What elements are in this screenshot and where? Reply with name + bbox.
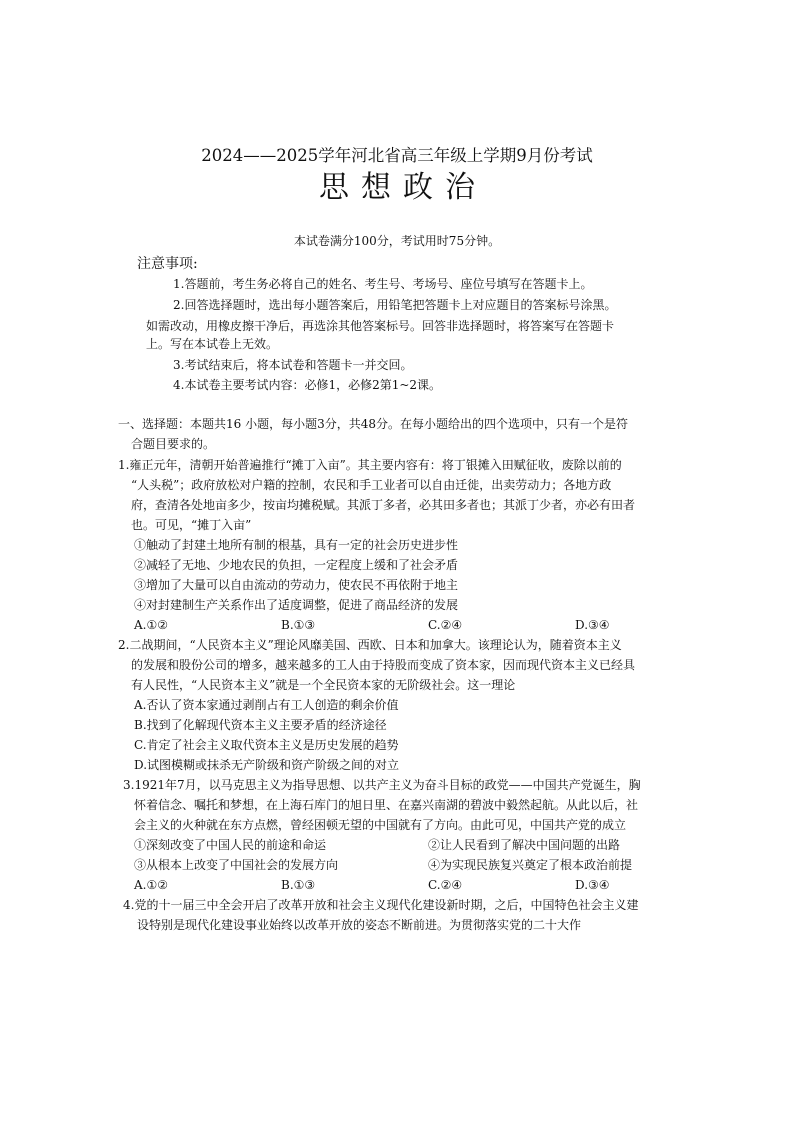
question-stem: 会主义的火种就在东方点燃，曾经困顿无望的中国就有了方向。由此可见，中国共产党的成立 [134,818,627,832]
question-stem: “人头税”；政府放松对户籍的控制，农民和手工业者可以自由迁徙，出卖劳动力；各地方政 [131,478,612,492]
option-c: C.肯定了社会主义取代资本主义是历史发展的趋势 [134,738,399,752]
question-stem: 的发展和股份公司的增多，越来越多的工人由于持股而变成了资本家，因而现代资本主义已经具 [131,658,636,672]
option-c: C.②④ [428,878,463,892]
option-c: C.②④ [428,618,463,632]
option-b: B.①③ [281,618,316,632]
exam-title: 2024——2025学年河北省高三年级上学期9月份考试 [201,146,593,165]
statement: ④对封建制生产关系作出了适度调整，促进了商品经济的发展 [134,598,459,612]
question-stem: 也。可见，“摊丁入亩” [131,518,252,532]
option-d: D.试图模糊或抹杀无产阶级和资产阶级之间的对立 [134,758,400,772]
exam-meta: 本试卷满分100分，考试用时75分钟。 [293,234,501,248]
option-b: B.①③ [281,878,316,892]
option-d: D.③④ [575,618,610,632]
statement: ③增加了大量可以自由流动的劳动力，使农民不再依附于地主 [134,578,459,592]
section-heading: 一、选择题：本题共16 小题，每小题3分，共48分。在每小题给出的四个选项中，只有一个是符 [118,417,628,431]
option-a: A.①② [134,618,168,632]
subject-title: 思想政治 [319,170,487,205]
option-a: A.①② [134,878,168,892]
option-a: A.否认了资本家通过剥削占有工人创造的剩余价值 [134,698,399,712]
section-heading-cont: 合题目要求的。 [131,437,216,451]
statement: ③从根本上改变了中国社会的发展方向 [134,858,339,872]
notice-line: 上。写在本试卷上无效。 [146,337,279,351]
statement: ②减轻了无地、少地农民的负担，一定程度上缓和了社会矛盾 [134,558,459,572]
question-stem: 1.雍正元年，清朝开始普遍推行“摊丁入亩”。其主要内容有：将丁银摊入田赋征收，废除以前的 [118,458,622,472]
notice-line: 2.回答选择题时，选出每小题答案后，用铅笔把答题卡上对应题目的答案标号涂黑。 [173,298,617,312]
question-stem: 2.二战期间，“人民资本主义”理论风靡美国、西欧、日本和加拿大。该理论认为，随着资本主义 [118,638,622,652]
question-stem: 设特别是现代化建设事业始终以改革开放的姿态不断前进。为贯彻落实党的二十大作 [137,918,582,932]
question-stem: 4.党的十一届三中全会开启了改革开放和社会主义现代化建设新时期，之后，中国特色社会主义建 [123,898,639,912]
option-b: B.找到了化解现代资本主义主要矛盾的经济途径 [134,718,387,732]
question-stem: 府，查清各处地亩多少，按亩均摊税赋。其派丁多者，必其田多者也；其派丁少者，亦必有田者 [131,498,636,512]
question-stem: 3.1921年7月，以马克思主义为指导思想、以共产主义为奋斗目标的政党——中国共产党诞生，胸 [123,778,641,792]
notice-line: 1.答题前，考生务必将自己的姓名、考生号、考场号、座位号填写在答题卡上。 [173,277,593,291]
statement: ①深刻改变了中国人民的前途和命运 [134,838,327,852]
question-stem: 怀着信念、嘱托和梦想，在上海石库门的旭日里、在嘉兴南湖的碧波中毅然起航。从此以后，社 [134,798,639,812]
statement: ②让人民看到了解决中国问题的出路 [428,838,621,852]
notice-line: 3.考试结束后，将本试卷和答题卡一并交回。 [173,358,413,372]
notice-line: 4.本试卷主要考试内容：必修1，必修2第1~2课。 [173,378,442,392]
notice-line: 如需改动，用橡皮擦干净后，再选涂其他答案标号。回答非选择题时，将答案写在答题卡 [146,319,615,333]
statement: ①触动了封建土地所有制的根基，具有一定的社会历史进步性 [134,538,459,552]
option-d: D.③④ [575,878,610,892]
statement: ④为实现民族复兴奠定了根本政治前提 [428,858,633,872]
question-stem: 有人民性，“人民资本主义”就是一个全民资本家的无阶级社会。这一理论 [131,678,516,692]
notice-heading: 注意事项: [137,256,198,272]
